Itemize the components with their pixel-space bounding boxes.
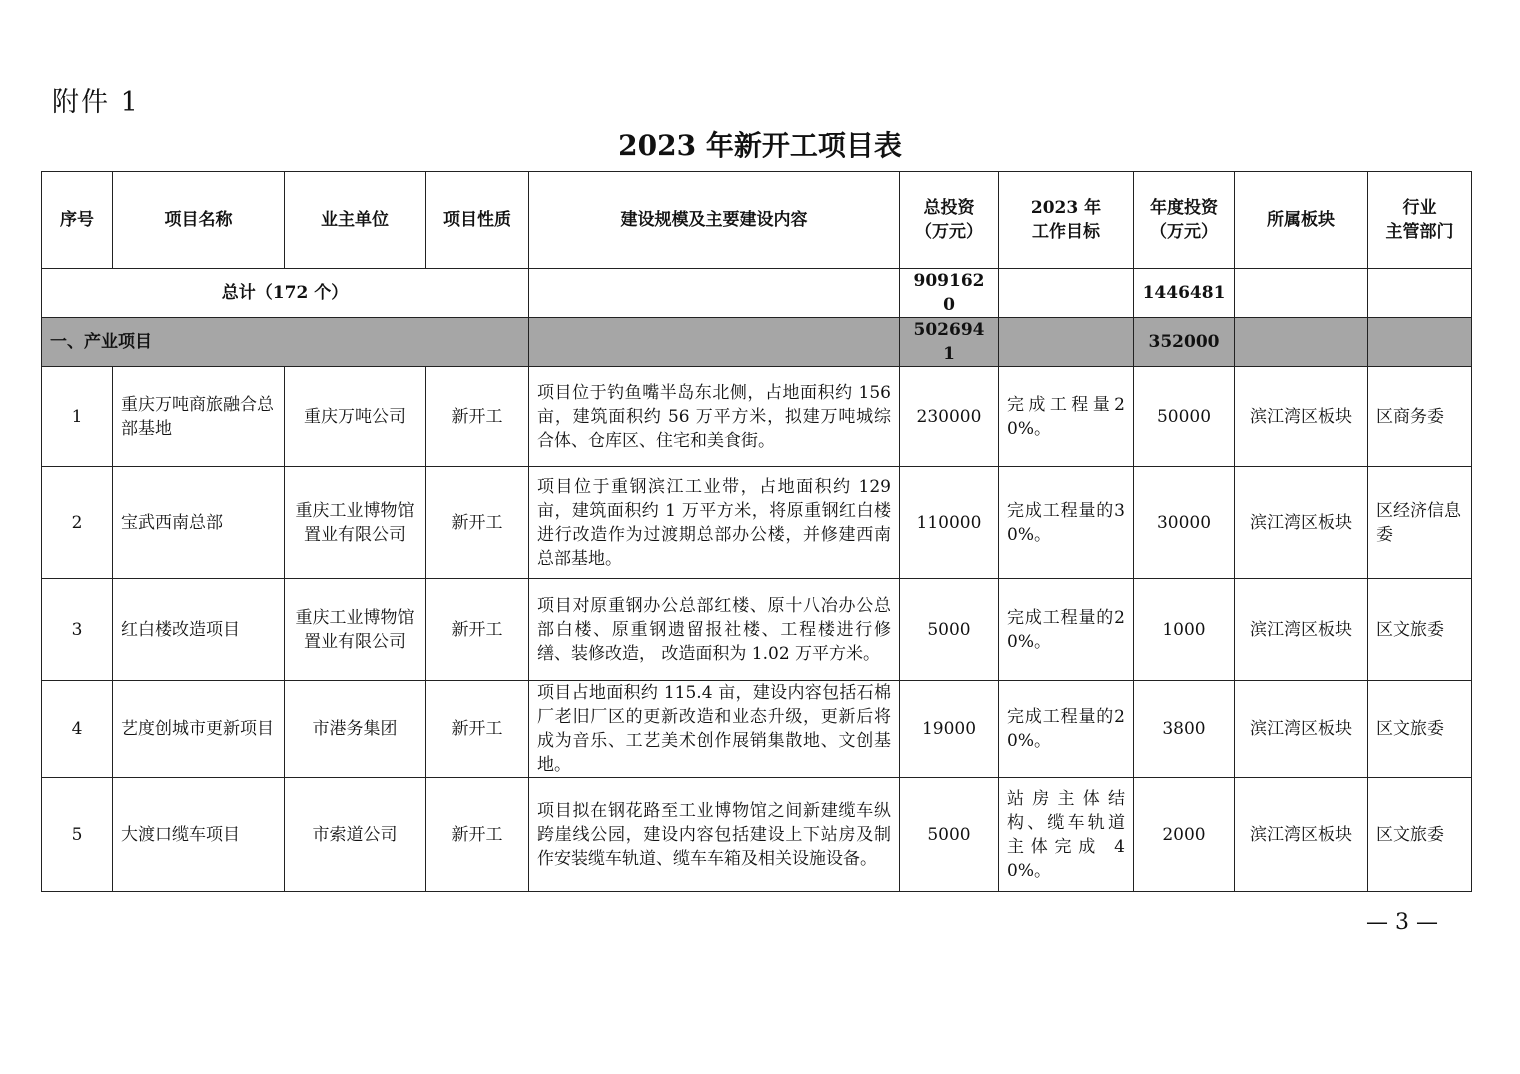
- header-total-invest: 总投资 （万元）: [900, 172, 999, 269]
- cell-nature: 新开工: [426, 579, 529, 681]
- header-owner: 业主单位: [285, 172, 426, 269]
- cell-seq: 3: [42, 579, 113, 681]
- cell-owner: 市索道公司: [285, 778, 426, 892]
- page-number: — 3 —: [1366, 910, 1438, 935]
- header-target: 2023 年 工作目标: [999, 172, 1134, 269]
- cell-target: 完成工程量的30%。: [999, 467, 1134, 579]
- cell-name: 艺度创城市更新项目: [113, 681, 285, 778]
- cell-total-invest: 5000: [900, 778, 999, 892]
- cell-seq: 4: [42, 681, 113, 778]
- cell-target: 完成工程量20%。: [999, 367, 1134, 467]
- total-label: 总计（172 个）: [42, 269, 529, 318]
- header-dept: 行业 主管部门: [1368, 172, 1472, 269]
- total-invest-value: 9091620: [900, 269, 999, 318]
- header-nature: 项目性质: [426, 172, 529, 269]
- cell-dept: 区文旅委: [1368, 778, 1472, 892]
- cell-name: 重庆万吨商旅融合总部基地: [113, 367, 285, 467]
- cell-nature: 新开工: [426, 367, 529, 467]
- cell-owner: 重庆工业博物馆置业有限公司: [285, 467, 426, 579]
- table-row: [42, 579, 1472, 681]
- cell-seq: 1: [42, 367, 113, 467]
- cell-annual-invest: 3800: [1134, 681, 1235, 778]
- cell-nature: 新开工: [426, 467, 529, 579]
- cell-name: 大渡口缆车项目: [113, 778, 285, 892]
- cell-total-invest: 230000: [900, 367, 999, 467]
- cell-total-invest: 5000: [900, 579, 999, 681]
- cell-sector: 滨江湾区板块: [1235, 681, 1368, 778]
- cell-owner: 重庆工业博物馆置业有限公司: [285, 579, 426, 681]
- cell-owner: 市港务集团: [285, 681, 426, 778]
- total-row: [42, 269, 1472, 318]
- header-sector: 所属板块: [1235, 172, 1368, 269]
- cell-name: 宝武西南总部: [113, 467, 285, 579]
- cell-content: 项目占地面积约 115.4 亩，建设内容包括石棉厂老旧厂区的更新改造和业态升级，更新后将成为音乐、工艺美术创作展销集散地、文创基地。: [529, 681, 900, 778]
- section-label: 一、产业项目: [42, 318, 529, 367]
- cell-dept: 区文旅委: [1368, 579, 1472, 681]
- cell-dept: 区文旅委: [1368, 681, 1472, 778]
- cell-owner: 重庆万吨公司: [285, 367, 426, 467]
- cell-sector: 滨江湾区板块: [1235, 778, 1368, 892]
- cell-annual-invest: 30000: [1134, 467, 1235, 579]
- cell-dept: 区经济信息委: [1368, 467, 1472, 579]
- cell-sector: 滨江湾区板块: [1235, 367, 1368, 467]
- project-table: [41, 171, 1472, 892]
- cell-sector: 滨江湾区板块: [1235, 467, 1368, 579]
- header-seq: 序号: [42, 172, 113, 269]
- page-title: 2023 年新开工项目表: [618, 129, 902, 162]
- table-row: [42, 778, 1472, 892]
- header-content: 建设规模及主要建设内容: [529, 172, 900, 269]
- cell-target: 完成工程量的20%。: [999, 579, 1134, 681]
- cell-nature: 新开工: [426, 681, 529, 778]
- table-row: [42, 367, 1472, 467]
- header-annual-invest: 年度投资 （万元）: [1134, 172, 1235, 269]
- header-row: [42, 172, 1472, 269]
- header-name: 项目名称: [113, 172, 285, 269]
- cell-dept: 区商务委: [1368, 367, 1472, 467]
- attachment-label: 附件 1: [52, 87, 140, 118]
- cell-total-invest: 19000: [900, 681, 999, 778]
- cell-content: 项目位于重钢滨江工业带，占地面积约 129 亩，建筑面积约 1 万平方米，将原重钢红白楼进行改造作为过渡期总部办公楼，并修建西南总部基地。: [529, 467, 900, 579]
- cell-target: 完成工程量的20%。: [999, 681, 1134, 778]
- cell-annual-invest: 1000: [1134, 579, 1235, 681]
- cell-content: 项目位于钓鱼嘴半岛东北侧，占地面积约 156 亩，建筑面积约 56 万平方米，拟建万吨城综合体、仓库区、住宅和美食街。: [529, 367, 900, 467]
- cell-content: 项目对原重钢办公总部红楼、原十八冶办公总部白楼、原重钢遗留报社楼、工程楼进行修缮、装修改造， 改造面积为 1.02 万平方米。: [529, 579, 900, 681]
- cell-total-invest: 110000: [900, 467, 999, 579]
- section-invest-value: 5026941: [900, 318, 999, 367]
- cell-seq: 2: [42, 467, 113, 579]
- cell-sector: 滨江湾区板块: [1235, 579, 1368, 681]
- cell-nature: 新开工: [426, 778, 529, 892]
- total-annual-value: 1446481: [1134, 269, 1235, 318]
- section-row: [42, 318, 1472, 367]
- cell-annual-invest: 2000: [1134, 778, 1235, 892]
- table-row: [42, 681, 1472, 778]
- section-annual-value: 352000: [1134, 318, 1235, 367]
- cell-target: 站房主体结构、缆车轨道主体完成 40%。: [999, 778, 1134, 892]
- cell-seq: 5: [42, 778, 113, 892]
- cell-name: 红白楼改造项目: [113, 579, 285, 681]
- table-row: [42, 467, 1472, 579]
- cell-annual-invest: 50000: [1134, 367, 1235, 467]
- cell-content: 项目拟在钢花路至工业博物馆之间新建缆车纵跨崖线公园，建设内容包括建设上下站房及制作安装缆车轨道、缆车车箱及相关设施设备。: [529, 778, 900, 892]
